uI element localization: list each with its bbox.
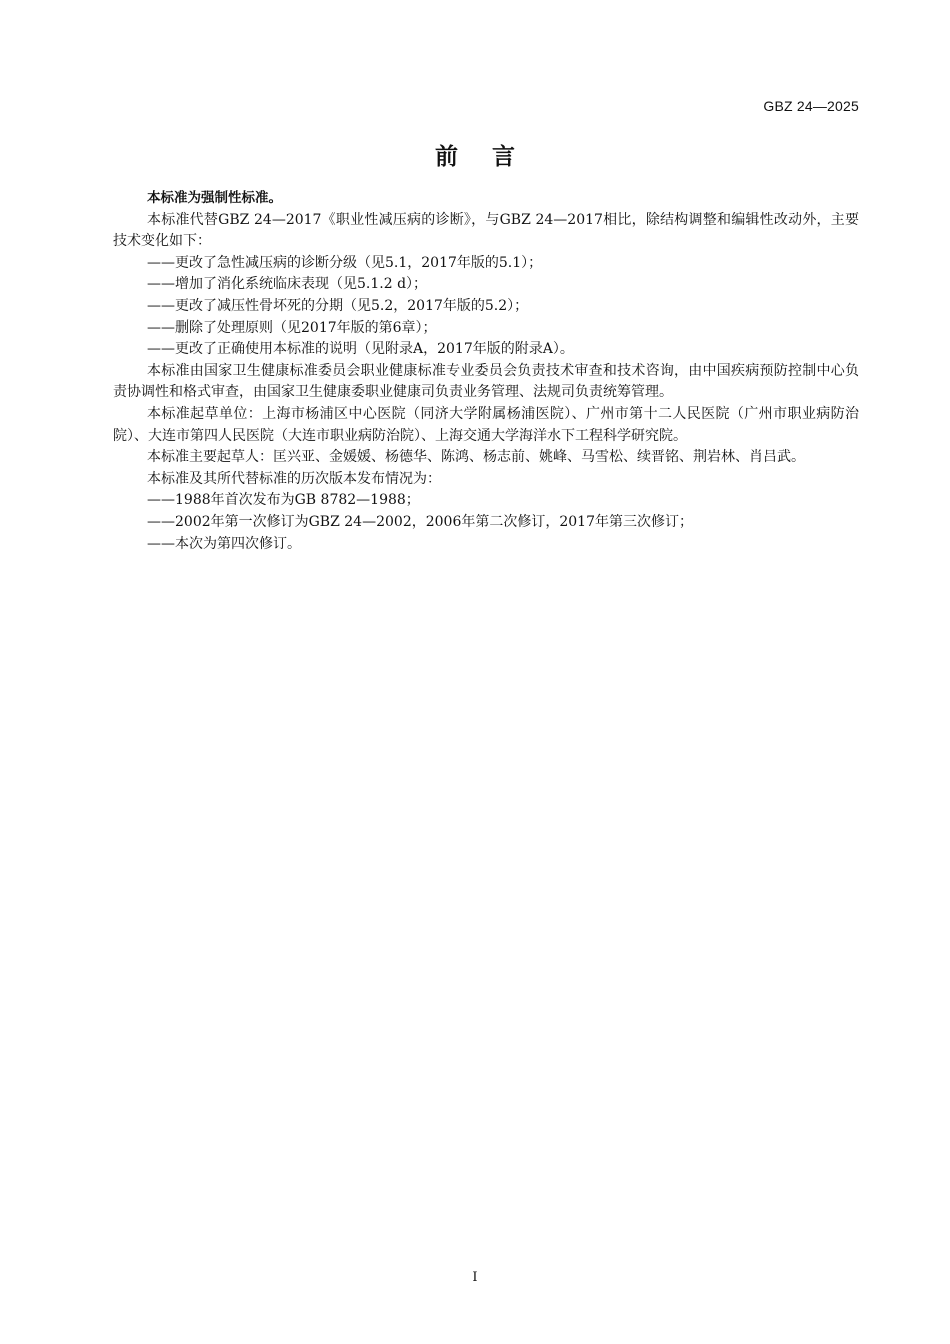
page-number: I <box>472 1270 478 1285</box>
change-item: ——删除了处理原则（见2017年版的第6章）； <box>147 319 437 336</box>
paragraph-drafters: 本标准主要起草人：匡兴亚、金媛媛、杨德华、陈鸿、杨志前、姚峰、马雪松、续晋铭、荆岩林、肖吕武。 <box>147 449 805 466</box>
page-title: 前言 <box>435 144 549 170</box>
paragraph-responsibility: 本标准由国家卫生健康标准委员会职业健康标准专业委员会负责技术审查和技术咨询，由中国疾病预防控制中心负责协调性和格式审查，由国家卫生健康委职业健康司负责业务管理、法规司负责统筹管理。 <box>113 362 859 401</box>
history-item: ——1988年首次发布为GB 8782—1988； <box>147 492 420 509</box>
change-item: ——更改了减压性骨坏死的分期（见5.2，2017年版的5.2）； <box>147 297 529 314</box>
history-item: ——本次为第四次修订。 <box>147 535 301 552</box>
paragraph-drafting-units: 本标准起草单位：上海市杨浦区中心医院（同济大学附属杨浦医院）、广州市第十二人民医院（广州市职业病防治院）、大连市第四人民医院（大连市职业病防治院）、上海交通大学海洋水下工程科学研究院。 <box>113 405 859 444</box>
change-item: ——更改了急性减压病的诊断分级（见5.1，2017年版的5.1）； <box>147 254 543 271</box>
history-item: ——2002年第一次修订为GBZ 24—2002，2006年第二次修订，2017年第三次修订； <box>147 513 693 530</box>
mandatory-statement: 本标准为强制性标准。 <box>147 190 282 206</box>
standard-code: GBZ 24—2025 <box>763 98 859 114</box>
paragraph-replacement: 本标准代替GBZ 24—2017《职业性减压病的诊断》，与GBZ 24—2017相比，除结构调整和编辑性改动外，主要技术变化如下： <box>113 211 859 250</box>
paragraph-history: 本标准及其所代替标准的历次版本发布情况为： <box>147 470 441 487</box>
change-item: ——更改了正确使用本标准的说明（见附录A，2017年版的附录A）。 <box>147 341 574 358</box>
foreword-body <box>113 188 859 555</box>
change-item: ——增加了消化系统临床表现（见5.1.2 d）； <box>147 276 428 293</box>
